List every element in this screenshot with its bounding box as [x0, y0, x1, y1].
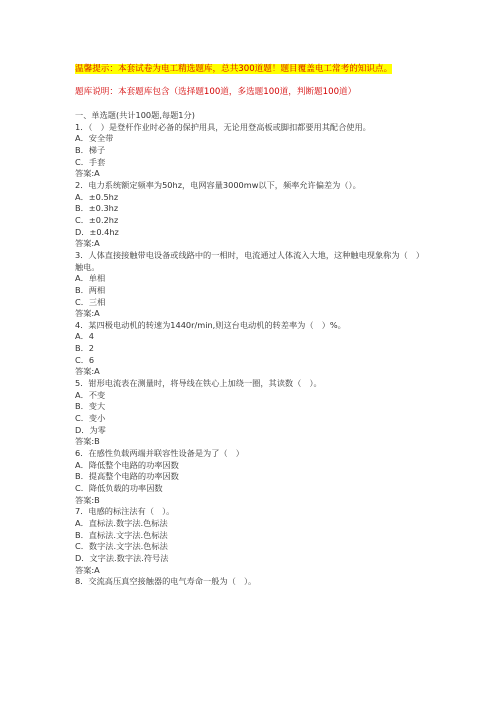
answer: 答案:B: [75, 494, 100, 505]
answer: 答案:A: [75, 168, 100, 179]
question-stem: 6．在感性负载两端并联容性设备是为了（ ）: [75, 448, 244, 459]
option-b: B．变大: [75, 401, 106, 412]
option-a: A．安全带: [75, 133, 114, 144]
option-a: A．单相: [75, 273, 106, 284]
answer: 答案:A: [75, 238, 100, 249]
warm-tip-notice: [75, 64, 392, 75]
question-2: [75, 180, 420, 250]
bank-description-notice: 题库说明：本套题库包含（选择题100道，多选题100道，判断题100道）: [75, 87, 357, 97]
option-b: B．两相: [75, 284, 106, 295]
question-stem: 4．某四极电动机的转速为1440r/min,则这台电动机的转差率为（ ）%。: [75, 319, 346, 330]
option-c: C．±0.2hz: [75, 214, 119, 225]
section-title: 一、单选题(共计100题,每题1分): [75, 110, 195, 120]
option-a: A．不变: [75, 389, 106, 400]
question-3: [75, 250, 420, 320]
option-b: B．2: [75, 343, 95, 354]
question-stem: 8．交流高压真空接触器的电气寿命一般为（ ）。: [75, 576, 257, 587]
option-b: B．提高整个电路的功率因数: [75, 471, 179, 482]
option-a: A．±0.5hz: [75, 191, 119, 202]
question-stem: 7．电感的标注法有（ ）。: [75, 506, 175, 517]
option-b: B．±0.3hz: [75, 203, 119, 214]
option-d: D．±0.4hz: [75, 226, 119, 237]
question-4: [75, 320, 420, 378]
option-d: D．文字法.数字法.符号法: [75, 552, 169, 563]
option-d: D．为零: [75, 424, 106, 435]
question-stem: 5．钳形电流表在测量时，将导线在铁心上加绕一圈，其读数（ ）。: [75, 378, 322, 389]
question-list: [75, 110, 420, 588]
option-c: C．数字法.文字法.色标法: [75, 541, 168, 552]
option-c: C．变小: [75, 413, 106, 424]
warm-tip-text: 温馨提示：本套试卷为电工精选题库，总共300道题！题目覆盖电工常考的知识点。: [75, 64, 393, 74]
question-6: [75, 448, 420, 506]
answer: 答案:A: [75, 564, 100, 575]
option-a: A．降低整个电路的功率因数: [75, 459, 179, 470]
option-c: C．手套: [75, 156, 106, 167]
option-c: C．三相: [75, 296, 106, 307]
question-stem: 2．电力系统额定频率为50hz，电网容量3000mw以下，频率允许偏差为（）。: [75, 179, 361, 190]
option-a: A．4: [75, 331, 94, 342]
option-c: C．6: [75, 354, 95, 365]
question-7: [75, 506, 420, 576]
answer: 答案:A: [75, 308, 100, 319]
option-c: C．降低负载的功率因数: [75, 483, 163, 493]
answer: 答案:B: [75, 436, 100, 447]
answer: 答案:A: [75, 366, 100, 377]
question-stem: 1．（ ）是登杆作业时必备的保护用具，无论用登高板或脚扣都要用其配合使用。: [75, 121, 371, 132]
option-a: A．直标法.数字法.色标法: [75, 517, 168, 528]
option-b: B．梯子: [75, 144, 106, 155]
question-1: [75, 122, 420, 180]
option-b: B．直标法.文字法.色标法: [75, 529, 168, 540]
question-stem: 3．人体直接接触带电设备或线路中的一相时，电流通过人体流入大地，这种触电现象称为（ ）触电。: [75, 249, 420, 272]
question-8: [75, 576, 420, 588]
question-5: [75, 378, 420, 448]
